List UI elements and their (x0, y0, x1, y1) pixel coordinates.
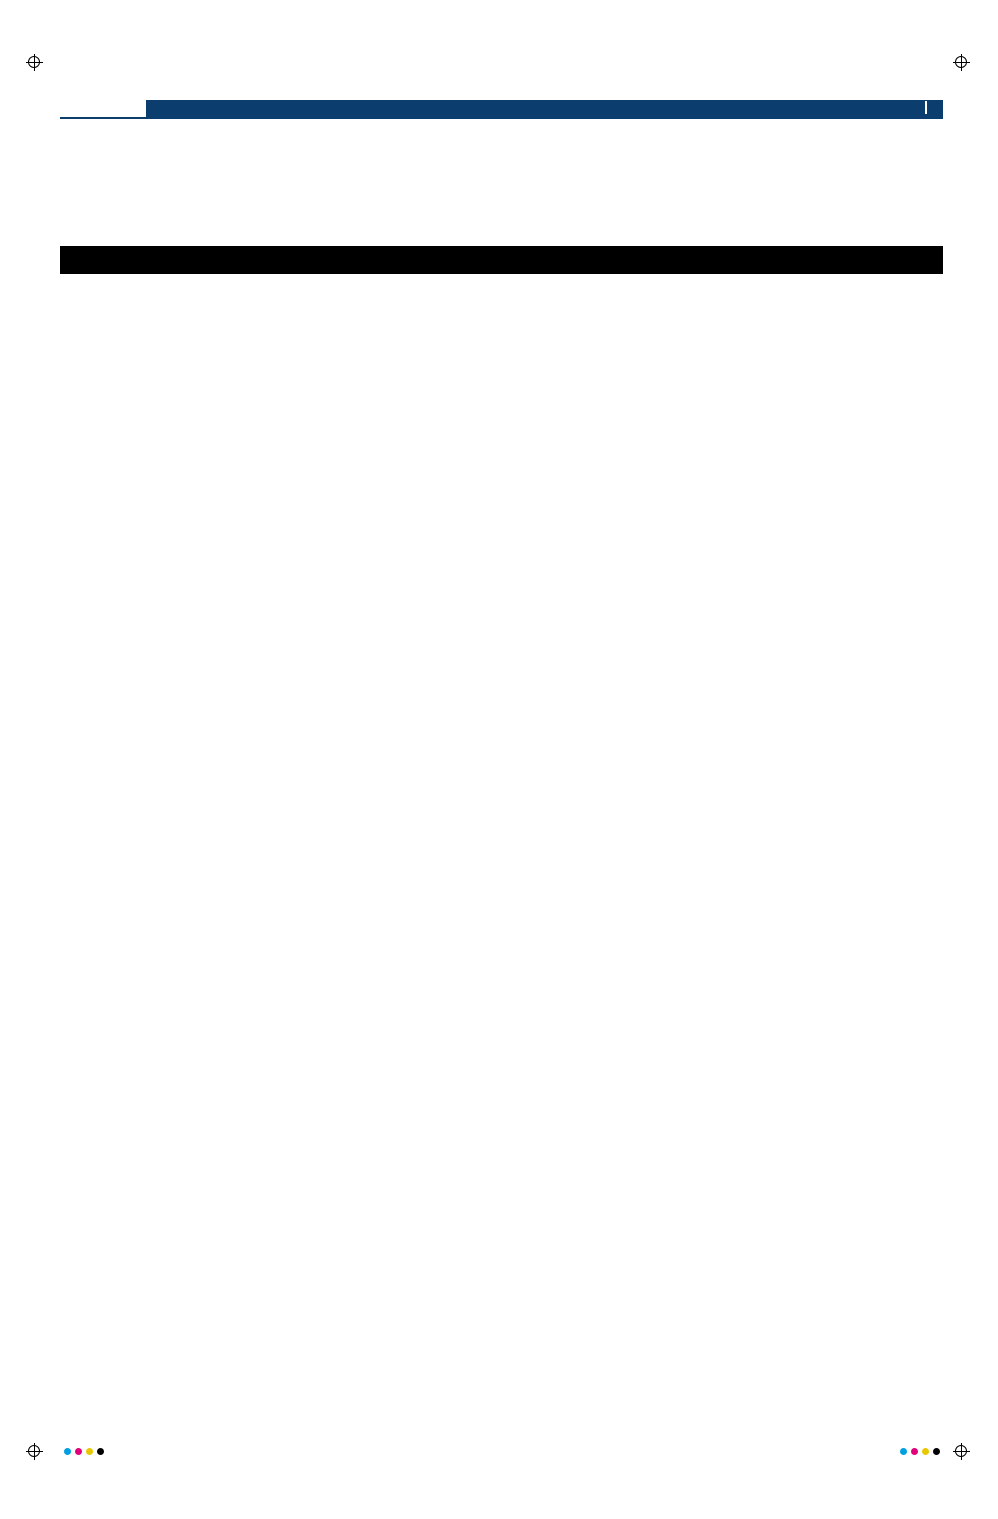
bar-separator (925, 101, 927, 114)
continued-banner (60, 246, 943, 274)
masthead-rule (60, 117, 943, 119)
masthead (60, 56, 943, 118)
registration-mark-bottom-left (28, 1445, 40, 1457)
registration-mark-bottom-right (955, 1445, 967, 1457)
masthead-bar (146, 100, 943, 117)
lead-story-body (60, 154, 943, 240)
color-swatches-right (900, 1448, 940, 1455)
website-link[interactable] (917, 101, 943, 117)
color-swatches-left (64, 1448, 104, 1455)
continued-stories (60, 280, 943, 1442)
registration-mark-top-left (28, 56, 40, 68)
registration-mark-top-right (955, 56, 967, 68)
